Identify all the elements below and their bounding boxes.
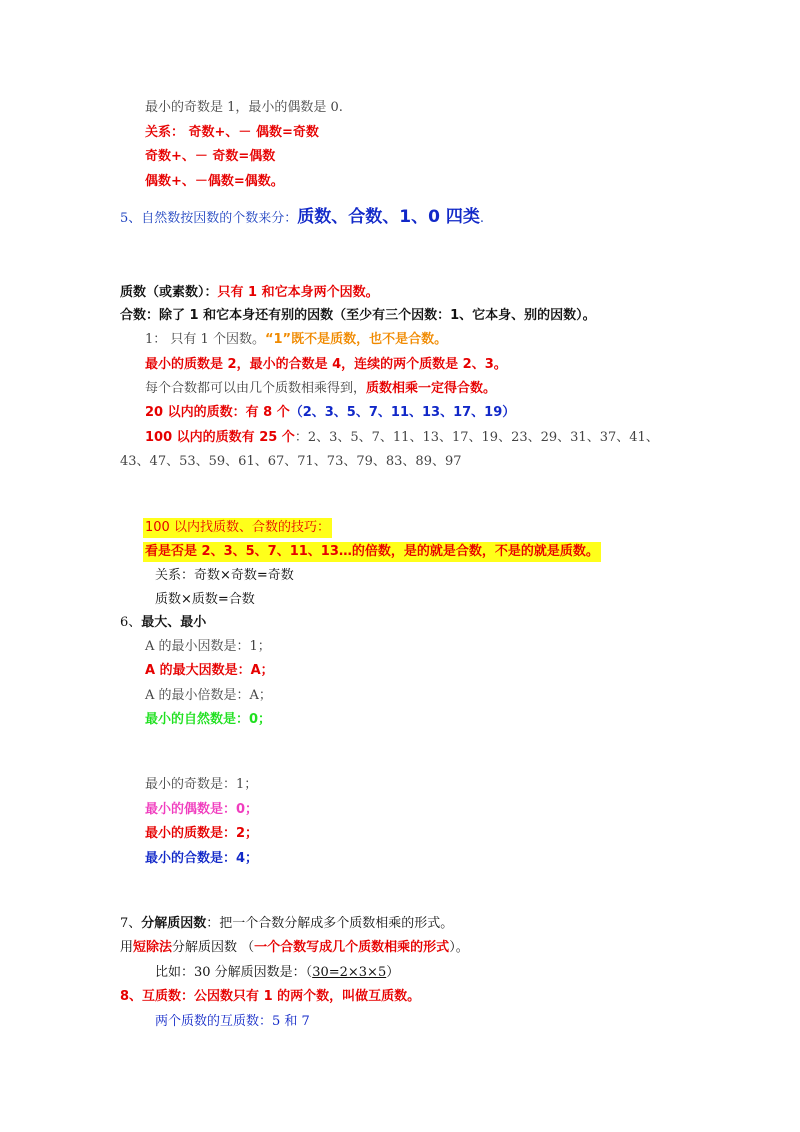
prime-definition-line	[120, 283, 379, 303]
section-5-line	[120, 205, 484, 231]
short-division-a: 用	[120, 940, 134, 955]
one-definition-line	[145, 330, 447, 350]
section-5-prefix: 5、自然数按因数的个数来分：	[120, 211, 298, 226]
primes-under-100-list-b: 43、47、53、59、61、67、71、73、79、83、89、97	[120, 454, 462, 469]
primes-under-100-label: 100 以内的质数有 25 个	[145, 430, 295, 445]
max-factor-line: A 的最大因数是：A；	[145, 663, 274, 678]
section-6-title: 最大、最小	[141, 615, 207, 630]
primes-under-20-list: （2、3、5、7、11、13、17、19）	[289, 405, 516, 420]
section-5-suffix: .	[479, 211, 484, 226]
section-6-heading	[120, 613, 206, 633]
one-note: “1”既不是质数，也不是合数。	[264, 332, 448, 347]
primes-under-100-line	[145, 428, 659, 448]
smallest-prime-line: 最小的质数是：2；	[145, 826, 259, 841]
factorization-example-a: 比如：30 分解质因数是：（	[155, 965, 313, 980]
composite-definition-line: 合数：除了 1 和它本身还有别的因数（至少有三个因数：1、它本身、别的因数）。	[120, 308, 596, 323]
factorization-example-formula: 30=2×3×5	[312, 965, 387, 980]
composite-product-text: 每个合数都可以由几个质数相乘得到，	[145, 381, 367, 396]
section-7-title: 分解质因数	[141, 916, 207, 931]
smallest-composite-line: 最小的合数是：4；	[145, 851, 259, 866]
smallest-odd-even-line: 最小的奇数是 1，最小的偶数是 0.	[145, 100, 343, 115]
composite-product-line	[145, 379, 496, 399]
tips-relation-2: 质数×质数=合数	[155, 592, 255, 607]
primes-under-100-list-a: ：2、3、5、7、11、13、17、19、23、29、31、37、41、	[294, 430, 659, 445]
section-7-line	[120, 914, 453, 934]
section-5-bold: 质数、合数、1、0 四类	[297, 207, 480, 227]
factorization-example-c: ）	[386, 965, 400, 980]
relation-line-1: 关系： 奇数+、－ 偶数=奇数	[145, 125, 319, 140]
relation-line-2: 奇数+、－ 奇数=偶数	[145, 149, 276, 164]
section-8-title: 8、互质数：公因数只有 1 的两个数，叫做互质数。	[120, 989, 421, 1004]
tips-body: 看是否是 2、3、5、7、11、13…的倍数，是的就是合数，不是的就是质数。	[143, 542, 601, 562]
smallest-odd-line: 最小的奇数是：1；	[145, 777, 258, 792]
one-label: 1： 只有 1 个因数。	[145, 332, 265, 347]
tips-title: 100 以内找质数、合数的技巧：	[143, 518, 332, 538]
smallest-prime-composite-line: 最小的质数是 2，最小的合数是 4，连续的两个质数是 2、3。	[145, 357, 507, 372]
smallest-natural-line: 最小的自然数是：0；	[145, 712, 272, 727]
factorization-example-line	[155, 963, 399, 983]
primes-under-20-line	[145, 403, 515, 423]
short-division-c: 分解质因数 （	[172, 940, 255, 955]
short-division-line	[120, 938, 469, 958]
min-factor-line: A 的最小因数是：1；	[145, 639, 271, 654]
section-6-number: 6、	[120, 615, 142, 630]
section-7-number: 7、	[120, 916, 142, 931]
primes-under-20-label: 20 以内的质数：有 8 个	[145, 405, 290, 420]
prime-definition: 只有 1 和它本身两个因数。	[217, 285, 379, 300]
smallest-even-line: 最小的偶数是：0；	[145, 802, 259, 817]
prime-label: 质数（或素数）：	[120, 285, 218, 300]
section-8-example: 两个质数的互质数：5 和 7	[155, 1014, 310, 1029]
prime-product-note: 质数相乘一定得合数。	[366, 381, 497, 396]
short-division-note: 一个合数写成几个质数相乘的形式	[254, 940, 450, 955]
short-division-method: 短除法	[133, 940, 173, 955]
short-division-e: ）。	[449, 940, 469, 955]
section-7-text: ：把一个合数分解成多个质数相乘的形式。	[206, 916, 454, 931]
min-multiple-line: A 的最小倍数是：A；	[145, 688, 272, 703]
relation-line-3: 偶数+、－偶数=偶数。	[145, 174, 284, 189]
tips-relation-1: 关系：奇数×奇数=奇数	[155, 568, 294, 583]
